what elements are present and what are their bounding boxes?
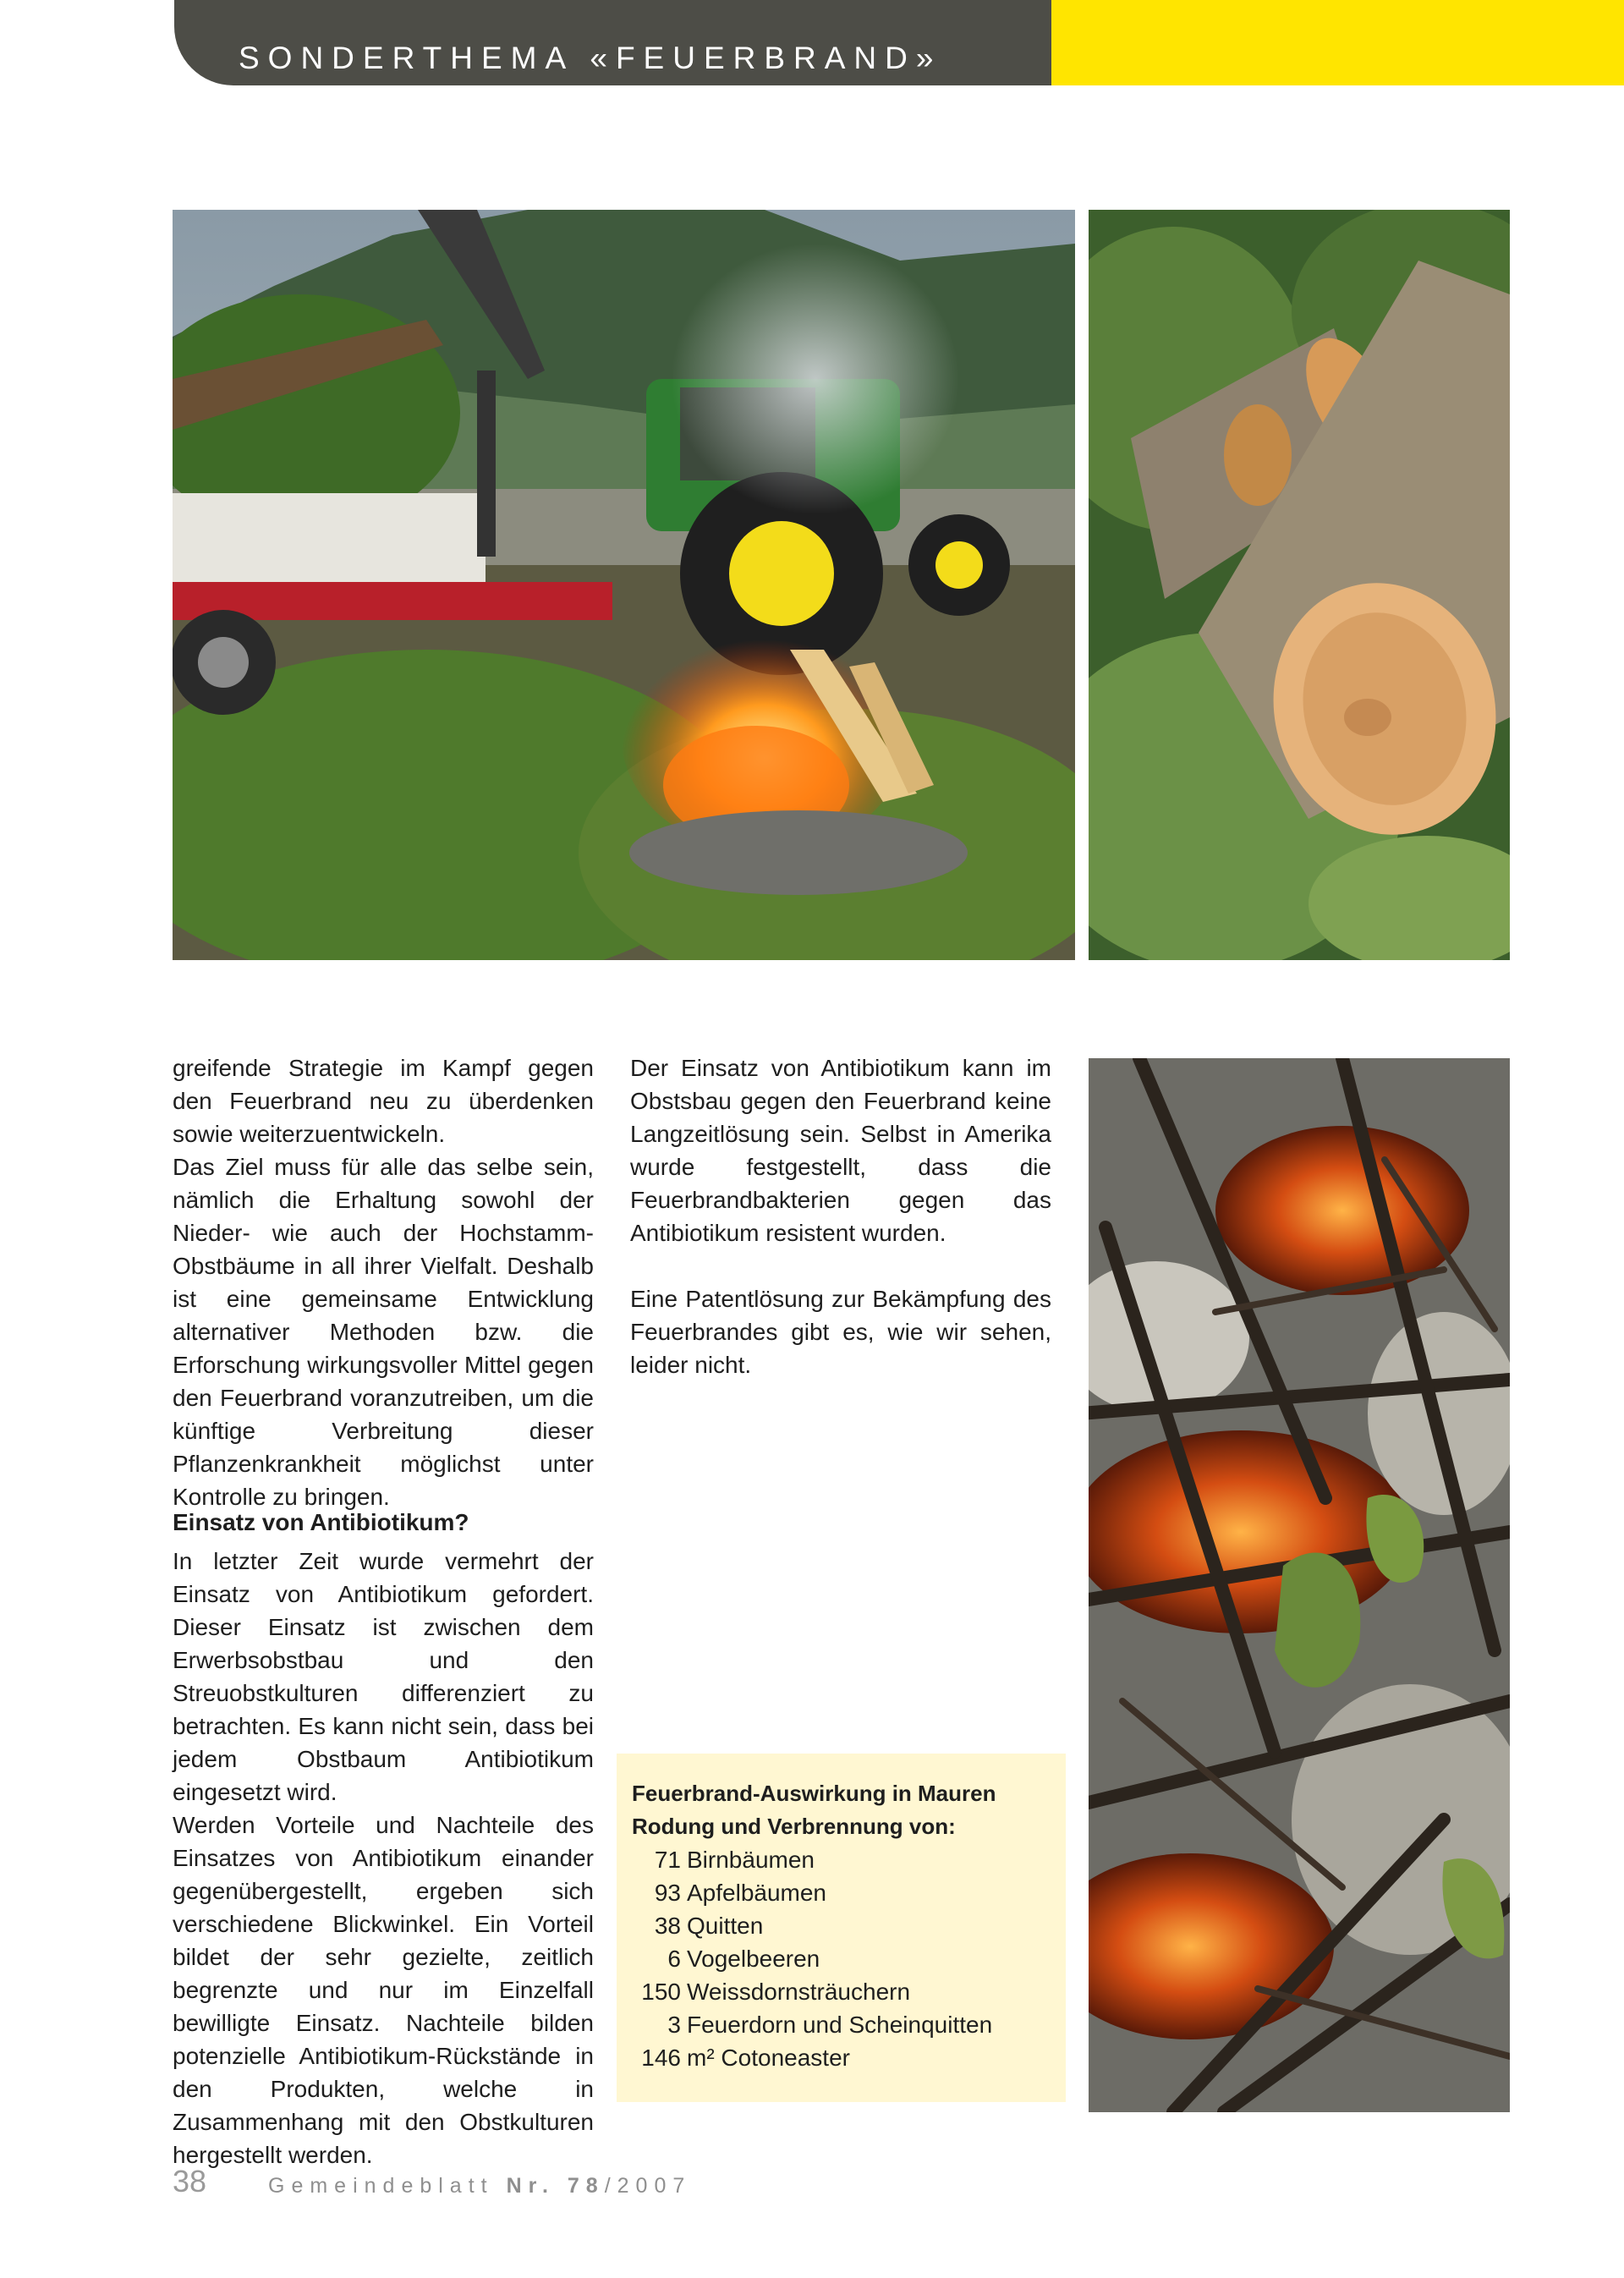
item-label: Weissdornsträuchern bbox=[687, 1979, 911, 2005]
item-label: Quitten bbox=[687, 1913, 764, 1939]
section-heading: Einsatz von Antibiotikum? bbox=[173, 1509, 469, 1535]
header-accent bbox=[1051, 0, 1624, 85]
paragraph: Eine Patentlösung zur Bekämpfung des Feuerbrandes gibt es, wie wir sehen, leider nicht. bbox=[630, 1286, 1051, 1378]
list-item bbox=[632, 1975, 992, 2008]
list-item bbox=[632, 1942, 992, 1975]
list-item bbox=[632, 2008, 992, 2041]
paragraph: In letzter Zeit wurde vermehrt der Einsatz von Antibiotikum gefordert. Dieser Einsatz ist zwischen dem Erwerbsobstbau und den Streuobstkulturen differenziert zu betrachten. Es kann nicht sein, dass bei jedem Obstbaum Antibiotikum eingesetzt wird. bbox=[173, 1548, 594, 1805]
item-label: Apfelbäumen bbox=[687, 1880, 827, 1906]
felled-logs-photo bbox=[1089, 210, 1510, 960]
quantity: 146 bbox=[641, 2045, 681, 2071]
item-label: m² Cotoneaster bbox=[687, 2045, 850, 2071]
tractor-burning-trees-photo bbox=[173, 210, 1075, 960]
item-label: Birnbäumen bbox=[687, 1847, 815, 1873]
list-item bbox=[632, 2041, 992, 2074]
magazine-name: Gemeindeblatt bbox=[268, 2174, 494, 2198]
info-box-title: Feuerbrand-Auswirkung in Mauren bbox=[632, 1781, 996, 1806]
info-box-subtitle: Rodung und Verbrennung von: bbox=[632, 1814, 956, 1839]
list-item bbox=[632, 1876, 992, 1909]
quantity: 38 bbox=[654, 1913, 681, 1939]
quantity: 6 bbox=[667, 1946, 681, 1972]
section-title: SONDERTHEMA «FEUERBRAND» bbox=[239, 41, 942, 75]
page-number: 38 bbox=[173, 2164, 207, 2198]
middle-column-text bbox=[630, 1051, 1051, 1381]
issue-year: /2007 bbox=[604, 2174, 692, 2198]
paragraph: Das Ziel muss für alle das selbe sein, nämlich die Erhaltung sowohl der Nieder- wie auch der Hochstamm-Obstbäume in all ihrer Vielfalt. Deshalb ist eine gemeinsame Entwicklung alternativer Methoden bzw. die Erforschung wirkungsvoller Mittel gegen den Feuerbrand voranzutreiben, um die künftige Verbreitung dieser Pflanzenkrankheit möglichst unter Kontrolle zu bringen. bbox=[173, 1154, 594, 1510]
burning-branches-photo bbox=[1089, 1058, 1510, 2112]
list-item bbox=[632, 1909, 992, 1942]
paragraph: greifende Strategie im Kampf gegen den Feuerbrand neu zu überdenken sowie weiterzuentwickeln. bbox=[173, 1055, 594, 1147]
paragraph: Der Einsatz von Antibiotikum kann im Obstsbau gegen den Feuerbrand keine Langzeitlösung sein. Selbst in Amerika wurde festgestellt, dass die Feuerbrandbakterien gegen das Antibiotikum resistent wurden. bbox=[630, 1055, 1051, 1246]
paragraph: Werden Vorteile und Nachteile des Einsatzes von Antibiotikum einander gegenübergestellt, ergeben sich verschiedene Blickwinkel. Ein Vorteil bildet der sehr gezielte, zeitlich begrenzte und nur im Einzelfall bewilligte Einsatz. Nachteile bilden potenzielle Antibiotikum-Rückstände in den Produkten, welche in Zusammenhang mit den Obstkulturen hergestellt werden. bbox=[173, 1812, 594, 2168]
issue-number: 78 bbox=[567, 2174, 605, 2198]
quantity: 3 bbox=[667, 2012, 681, 2038]
left-column-text bbox=[173, 1051, 594, 1513]
info-box-list bbox=[632, 1843, 992, 2074]
left-column-section-text bbox=[173, 1545, 594, 2171]
quantity: 93 bbox=[654, 1880, 681, 1906]
quantity: 71 bbox=[654, 1847, 681, 1873]
item-label: Feuerdorn und Scheinquitten bbox=[687, 2012, 993, 2038]
issue-prefix: Nr. bbox=[506, 2174, 555, 2198]
list-item bbox=[632, 1843, 992, 1876]
item-label: Vogelbeeren bbox=[687, 1946, 820, 1972]
info-box bbox=[617, 1754, 1066, 2102]
magazine-footer bbox=[268, 2174, 691, 2198]
quantity: 150 bbox=[641, 1979, 681, 2005]
